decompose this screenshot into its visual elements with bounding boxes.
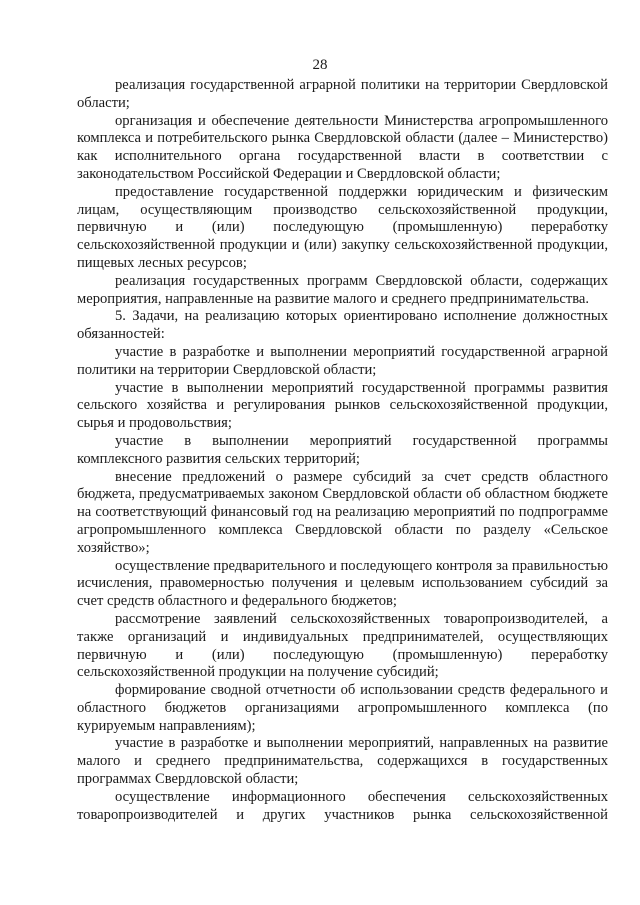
paragraph-state-programs: реализация государственных программ Свердловской области, содержащих мероприятия, направленные на развитие малого и среднего предпринимательства. [77, 272, 608, 307]
document-body [77, 77, 608, 824]
paragraph-agrarian-policy: реализация государственной аграрной политики на территории Свердловской области; [77, 77, 608, 111]
paragraph-state-support: предоставление государственной поддержки юридическим и физическим лицам, осуществляющим производство сельскохозяйственной продукции, первичную и (или) последующую (промышленную) переработку сельскохозяйственной продукции и (или) закупку сельскохозяйственной продукции, пищевых лесных ресурсов; [77, 183, 608, 271]
paragraph-task-small-business: участие в разработке и выполнении мероприятий, направленных на развитие малого и среднего предпринимательства, содержащихся в государственных программах Свердловской области; [77, 735, 608, 788]
paragraph-task-agrarian-measures: участие в разработке и выполнении мероприятий государственной аграрной политики на территории Свердловской области; [77, 343, 608, 378]
paragraph-ministry-activity: организация и обеспечение деятельности Министерства агропромышленного комплекса и потребительского рынка Свердловской области (далее – Министерство) как исполнительного органа государственной власти в соответствии с законодательством Российской Федерации и Свердловской области; [77, 112, 608, 182]
paragraph-task-information-support: осуществление информационного обеспечения сельскохозяйственных товаропроизводителей и других участников рынка сельскохозяйственной [77, 788, 608, 823]
paragraph-task-subsidy-proposals: внесение предложений о размере субсидий за счет средств областного бюджета, предусматриваемых законом Свердловской области об областном бюджете на соответствующий финансовый год на реализацию мероприятий по подпрограмме агропромышленного комплекса Свердловской области по разделу «Сельское хозяйство»; [77, 468, 608, 556]
page-number: 28 [312, 57, 328, 73]
paragraph-task-subsidy-control: осуществление предварительного и последующего контроля за правильностью исчисления, правомерностью получения и целевым использованием субсидий за счет средств областного и федерального бюджетов; [77, 557, 608, 610]
paragraph-task-agriculture-program: участие в выполнении мероприятий государственной программы развития сельского хозяйства и регулирования рынков сельскохозяйственной продукции, сырья и продовольствия; [77, 379, 608, 432]
paragraph-task-reporting: формирование сводной отчетности об использовании средств федерального и областного бюджетов организациями агропромышленного комплекса (по курируемым направлениям); [77, 682, 608, 734]
paragraph-task-applications-review: рассмотрение заявлений сельскохозяйственных товаропроизводителей, а также организаций и индивидуальных предпринимателей, осуществляющих первичную и (или) последующую (промышленную) переработку сельскохозяйственной продукции на получение субсидий; [77, 610, 608, 681]
paragraph-tasks-heading: 5. Задачи, на реализацию которых ориентировано исполнение должностных обязанностей: [77, 308, 608, 343]
paragraph-task-rural-development: участие в выполнении мероприятий государственной программы комплексного развития сельских территорий; [77, 432, 608, 467]
